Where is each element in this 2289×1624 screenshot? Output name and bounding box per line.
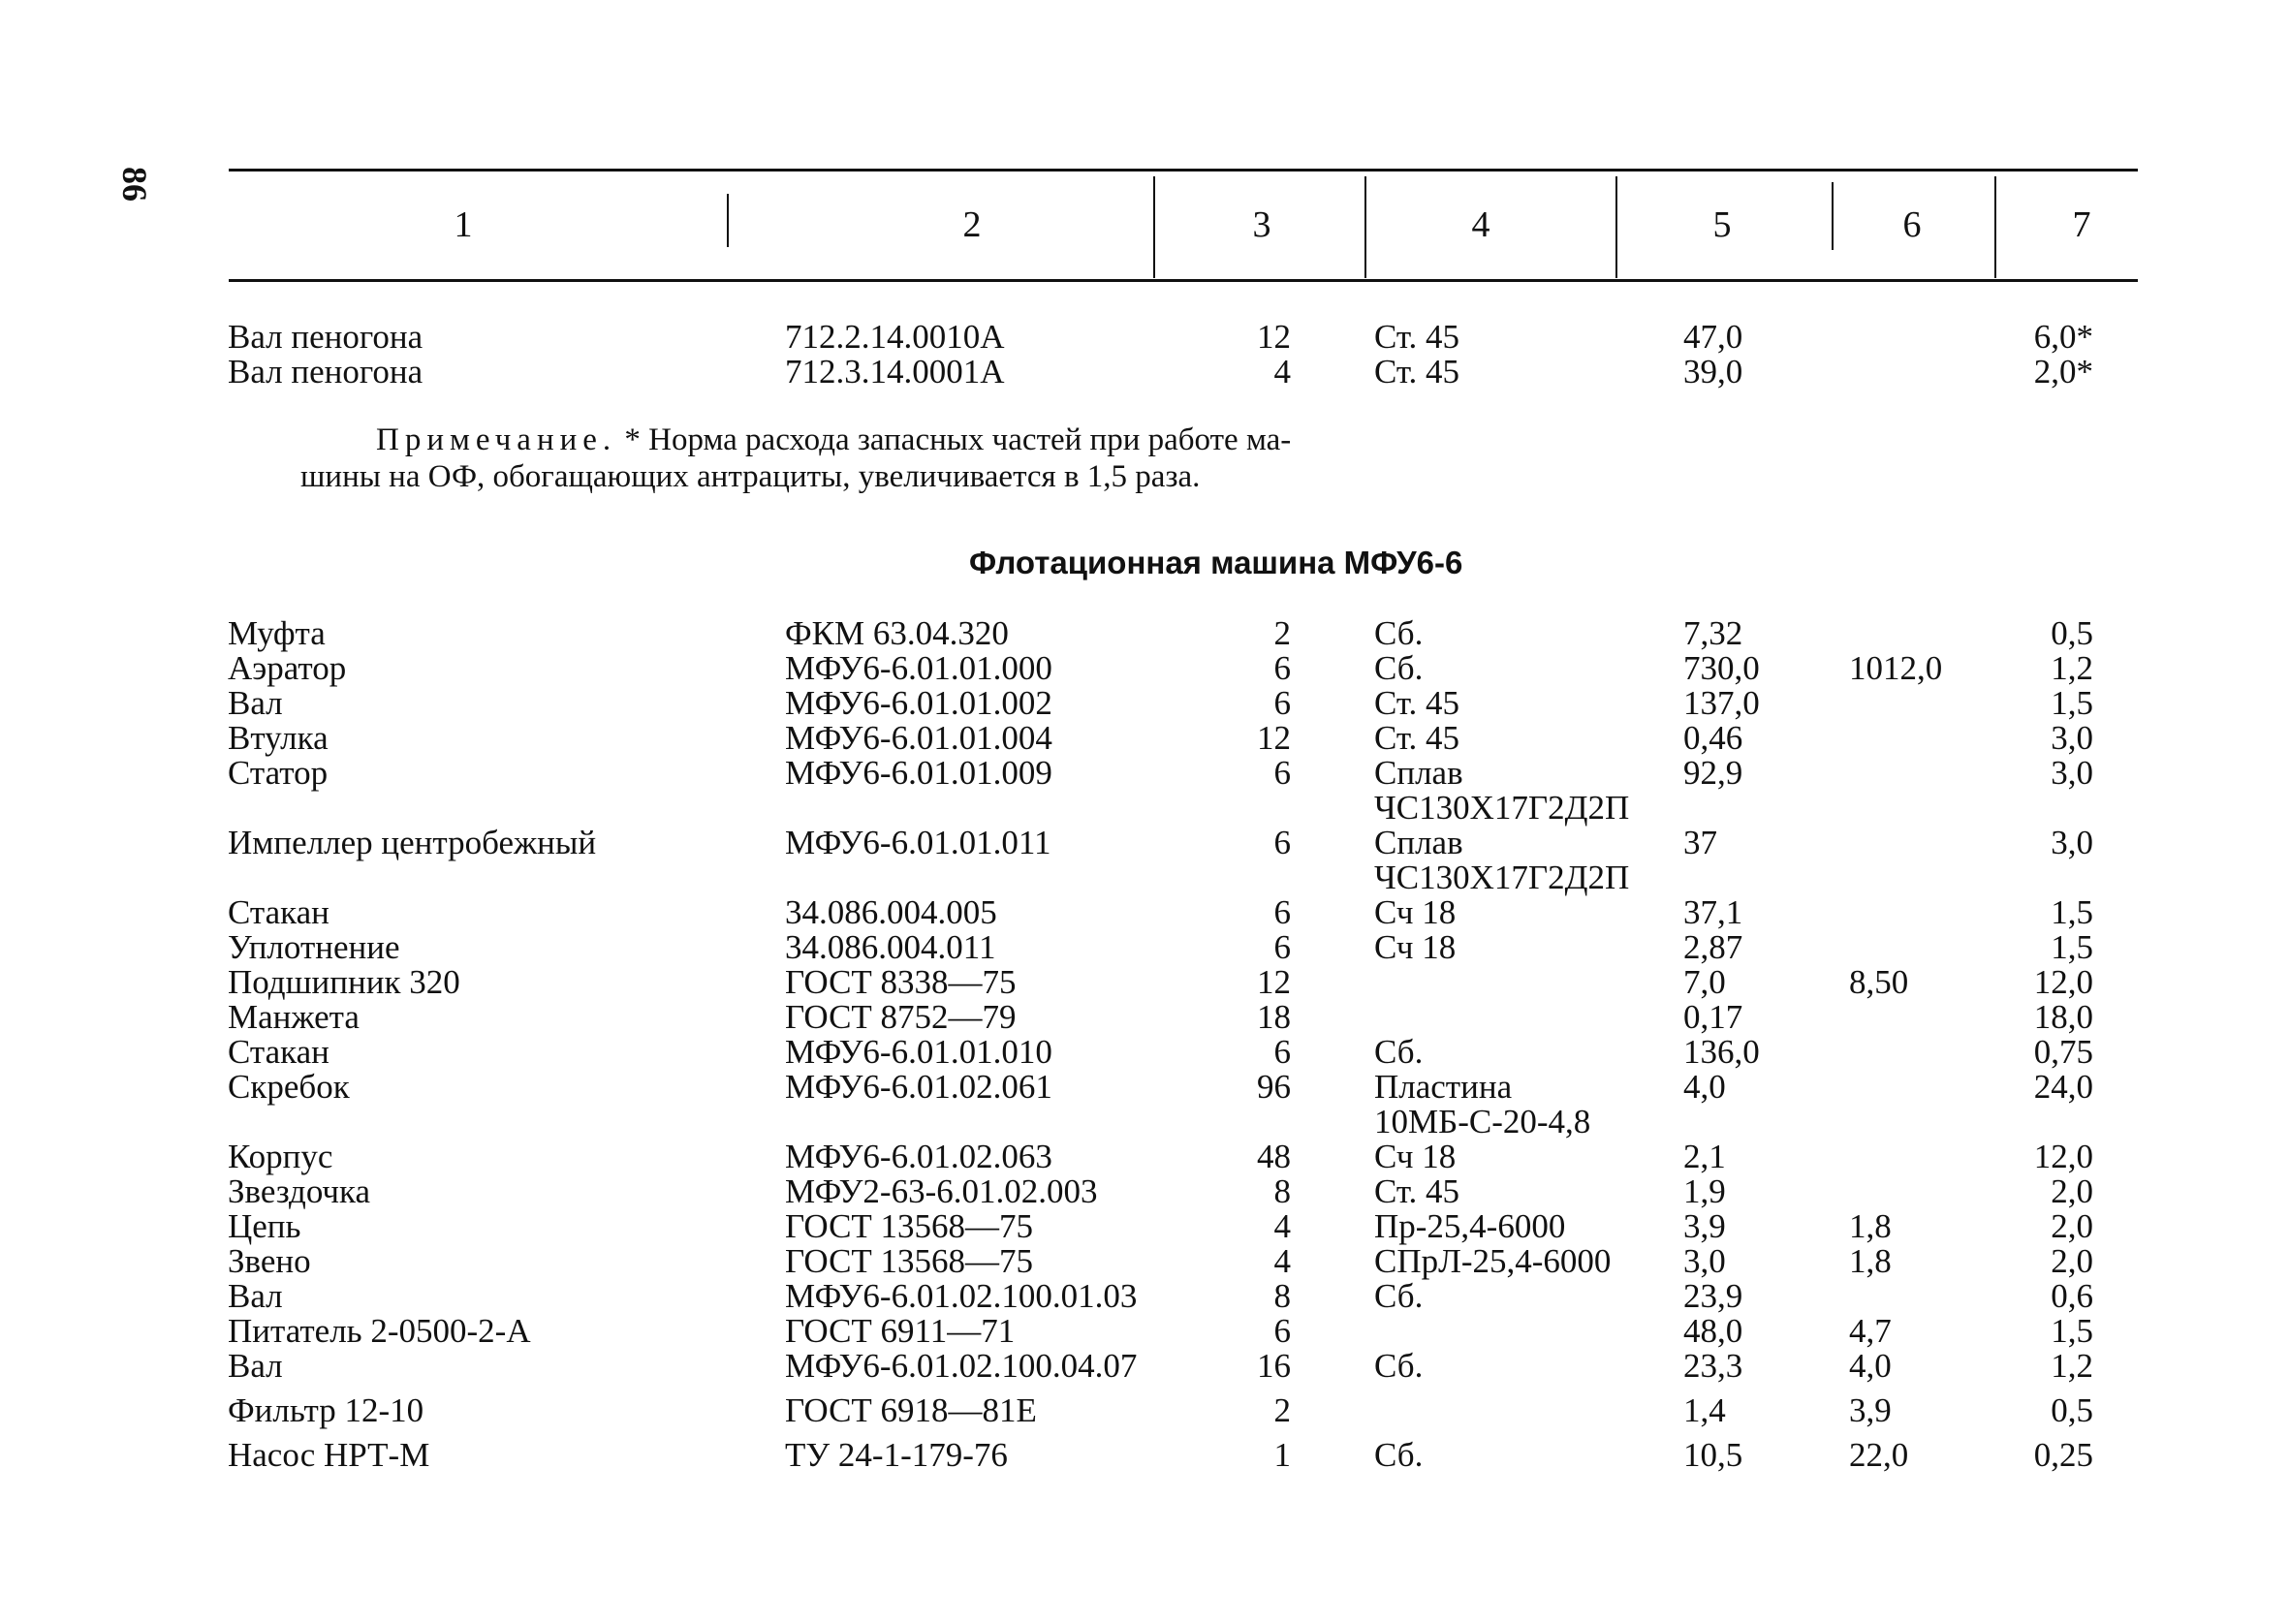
cell-name: Насос НРТ-М [228, 1436, 430, 1474]
header-col-7: 7 [2072, 204, 2091, 245]
cell-designation: МФУ6-6.01.01.010 [785, 1033, 1052, 1071]
cell-col7: 2,0 [2051, 1172, 2093, 1210]
cell-col7: 3,0 [2051, 754, 2093, 792]
cell-name: Вал [228, 1347, 283, 1385]
cell-name: Скребок [228, 1068, 350, 1106]
cell-col7: 2,0 [2051, 1207, 2093, 1245]
cell-col5: 3,0 [1683, 1242, 1726, 1280]
cell-quantity: 4 [1273, 353, 1291, 390]
cell-quantity: 8 [1273, 1277, 1291, 1315]
cell-col7: 24,0 [2033, 1068, 2093, 1106]
cell-material: ЧС130Х17Г2Д2П [1374, 859, 1630, 896]
cell-name: Вал пеногона [228, 353, 423, 390]
table-row [0, 860, 2289, 895]
cell-material: Сч 18 [1374, 1138, 1457, 1175]
header-col-5: 5 [1712, 204, 1732, 245]
cell-col6: 1,8 [1849, 1207, 1892, 1245]
cell-designation: МФУ6-6.01.02.100.04.07 [785, 1347, 1138, 1385]
cell-designation: МФУ6-6.01.01.011 [785, 824, 1051, 861]
table-row [0, 1000, 2289, 1035]
cell-col7: 0,75 [2033, 1033, 2093, 1071]
cell-col5: 23,9 [1683, 1277, 1743, 1315]
cell-material: Ст. 45 [1374, 318, 1460, 356]
cell-designation: МФУ6-6.01.02.061 [785, 1068, 1052, 1106]
cell-col7: 12,0 [2033, 963, 2093, 1001]
cell-col7: 0,5 [2051, 1391, 2093, 1429]
cell-material: Сч 18 [1374, 928, 1457, 966]
cell-material: Сплав [1374, 754, 1463, 792]
header-separator [1364, 176, 1366, 278]
header-separator [1832, 182, 1834, 250]
cell-designation: ГОСТ 13568—75 [785, 1207, 1034, 1245]
table-row [0, 1070, 2289, 1105]
cell-name: Подшипник 320 [228, 963, 460, 1001]
cell-designation: 712.3.14.0001А [785, 353, 1005, 390]
cell-designation: МФУ6-6.01.02.100.01.03 [785, 1277, 1138, 1315]
cell-material: Сч 18 [1374, 893, 1457, 931]
cell-quantity: 6 [1273, 754, 1291, 792]
cell-designation: МФУ2-63-6.01.02.003 [785, 1172, 1098, 1210]
cell-name: Корпус [228, 1138, 333, 1175]
cell-designation: МФУ6-6.01.01.002 [785, 684, 1052, 722]
cell-col7: 2,0* [2033, 353, 2093, 390]
cell-material: Сб. [1374, 649, 1424, 687]
table-row [0, 721, 2289, 756]
cell-material: Пластина [1374, 1068, 1513, 1106]
cell-col5: 137,0 [1683, 684, 1760, 722]
cell-col5: 1,4 [1683, 1391, 1726, 1429]
cell-quantity: 4 [1273, 1242, 1291, 1280]
cell-quantity: 6 [1273, 684, 1291, 722]
header-separator [727, 194, 729, 247]
cell-col7: 2,0 [2051, 1242, 2093, 1280]
table-row [0, 1349, 2289, 1384]
table-row [0, 965, 2289, 1000]
cell-name: Муфта [228, 614, 326, 652]
cell-quantity: 12 [1257, 963, 1291, 1001]
note-label: Примечание. [376, 422, 617, 457]
table-row [0, 1279, 2289, 1314]
table-row [0, 1174, 2289, 1209]
cell-quantity: 16 [1257, 1347, 1291, 1385]
cell-designation: ГОСТ 6911—71 [785, 1312, 1016, 1350]
cell-quantity: 48 [1257, 1138, 1291, 1175]
cell-material: СПрЛ-25,4-6000 [1374, 1242, 1612, 1280]
cell-material: 10МБ-С-20-4,8 [1374, 1103, 1591, 1140]
cell-material: Сб. [1374, 1347, 1424, 1385]
table-row [0, 791, 2289, 826]
cell-quantity: 12 [1257, 719, 1291, 757]
table-row [0, 826, 2289, 860]
cell-col7: 1,2 [2051, 649, 2093, 687]
cell-name: Питатель 2-0500-2-А [228, 1312, 531, 1350]
cell-col7: 0,5 [2051, 614, 2093, 652]
cell-designation: 34.086.004.011 [785, 928, 996, 966]
table-row [0, 1140, 2289, 1174]
cell-quantity: 6 [1273, 1312, 1291, 1350]
note-line-2: шины на ОФ, обогащающих антрациты, увеличивается в 1,5 раза. [300, 459, 1201, 494]
cell-col5: 136,0 [1683, 1033, 1760, 1071]
cell-col7: 1,5 [2051, 1312, 2093, 1350]
cell-material: ЧС130Х17Г2Д2П [1374, 789, 1630, 827]
cell-col7: 3,0 [2051, 719, 2093, 757]
header-separator [1994, 176, 1996, 278]
cell-material: Ст. 45 [1374, 1172, 1460, 1210]
table-row [0, 1209, 2289, 1244]
cell-name: Звездочка [228, 1172, 371, 1210]
cell-designation: МФУ6-6.01.02.063 [785, 1138, 1052, 1175]
cell-col6: 4,7 [1849, 1312, 1892, 1350]
cell-name: Статор [228, 754, 329, 792]
table-row [0, 756, 2289, 791]
cell-col6: 1,8 [1849, 1242, 1892, 1280]
cell-col7: 18,0 [2033, 998, 2093, 1036]
cell-col7: 1,5 [2051, 684, 2093, 722]
cell-material: Ст. 45 [1374, 719, 1460, 757]
cell-col5: 47,0 [1683, 318, 1743, 356]
cell-material: Сб. [1374, 1436, 1424, 1474]
cell-col5: 1,9 [1683, 1172, 1726, 1210]
cell-col5: 39,0 [1683, 353, 1743, 390]
cell-designation: ГОСТ 13568—75 [785, 1242, 1034, 1280]
cell-designation: ГОСТ 6918—81Е [785, 1391, 1037, 1429]
cell-material: Сплав [1374, 824, 1463, 861]
cell-name: Стакан [228, 1033, 329, 1071]
cell-name: Звено [228, 1242, 311, 1280]
cell-col5: 0,46 [1683, 719, 1743, 757]
cell-col7: 1,5 [2051, 928, 2093, 966]
cell-name: Фильтр 12-10 [228, 1391, 424, 1429]
cell-material: Пр-25,4-6000 [1374, 1207, 1566, 1245]
cell-quantity: 6 [1273, 1033, 1291, 1071]
cell-col5: 730,0 [1683, 649, 1760, 687]
cell-name: Втулка [228, 719, 329, 757]
cell-col7: 1,5 [2051, 893, 2093, 931]
cell-quantity: 6 [1273, 824, 1291, 861]
table-row [0, 355, 2289, 390]
cell-quantity: 2 [1273, 1391, 1291, 1429]
cell-col7: 3,0 [2051, 824, 2093, 861]
cell-name: Уплотнение [228, 928, 400, 966]
header-separator [1153, 176, 1155, 278]
cell-col5: 7,0 [1683, 963, 1726, 1001]
note-line-1: * Норма расхода запасных частей при работе ма- [624, 422, 1292, 457]
cell-col5: 4,0 [1683, 1068, 1726, 1106]
cell-col5: 10,5 [1683, 1436, 1743, 1474]
cell-col5: 3,9 [1683, 1207, 1726, 1245]
cell-quantity: 18 [1257, 998, 1291, 1036]
header-col-6: 6 [1902, 204, 1922, 245]
cell-quantity: 6 [1273, 928, 1291, 966]
table-row [0, 651, 2289, 686]
cell-material: Сб. [1374, 1033, 1424, 1071]
cell-col7: 0,25 [2033, 1436, 2093, 1474]
cell-quantity: 96 [1257, 1068, 1291, 1106]
cell-col5: 2,87 [1683, 928, 1743, 966]
table-row [0, 616, 2289, 651]
cell-designation: МФУ6-6.01.01.000 [785, 649, 1052, 687]
table-row [0, 1035, 2289, 1070]
cell-quantity: 8 [1273, 1172, 1291, 1210]
cell-material: Сб. [1374, 1277, 1424, 1315]
cell-col7: 0,6 [2051, 1277, 2093, 1315]
cell-quantity: 6 [1273, 649, 1291, 687]
table-row [0, 1105, 2289, 1140]
table-row [0, 686, 2289, 721]
cell-col6: 3,9 [1849, 1391, 1892, 1429]
cell-designation: МФУ6-6.01.01.004 [785, 719, 1052, 757]
header-col-4: 4 [1471, 204, 1490, 245]
cell-quantity: 2 [1273, 614, 1291, 652]
cell-col6: 4,0 [1849, 1347, 1892, 1385]
cell-col5: 48,0 [1683, 1312, 1743, 1350]
cell-material: Ст. 45 [1374, 684, 1460, 722]
cell-col6: 8,50 [1849, 963, 1909, 1001]
cell-name: Манжета [228, 998, 360, 1036]
cell-designation: ТУ 24-1-179-76 [785, 1436, 1008, 1474]
table-row [0, 1393, 2289, 1428]
cell-col5: 92,9 [1683, 754, 1743, 792]
cell-name: Аэратор [228, 649, 347, 687]
table-row [0, 930, 2289, 965]
cell-designation: 712.2.14.0010А [785, 318, 1005, 356]
cell-designation: 34.086.004.005 [785, 893, 997, 931]
cell-col6: 22,0 [1849, 1436, 1909, 1474]
cell-col5: 37,1 [1683, 893, 1743, 931]
page-number: 86 [115, 167, 154, 202]
cell-designation: ГОСТ 8752—79 [785, 998, 1017, 1036]
cell-material: Ст. 45 [1374, 353, 1460, 390]
cell-col7: 6,0* [2033, 318, 2093, 356]
cell-quantity: 6 [1273, 893, 1291, 931]
cell-material: Сб. [1374, 614, 1424, 652]
cell-designation: МФУ6-6.01.01.009 [785, 754, 1052, 792]
cell-col6: 1012,0 [1849, 649, 1943, 687]
cell-name: Вал [228, 1277, 283, 1315]
cell-col5: 0,17 [1683, 998, 1743, 1036]
cell-col5: 37 [1683, 824, 1717, 861]
cell-designation: ГОСТ 8338—75 [785, 963, 1017, 1001]
cell-col7: 1,2 [2051, 1347, 2093, 1385]
cell-col5: 2,1 [1683, 1138, 1726, 1175]
header-separator [1615, 176, 1617, 278]
table-header-rule [229, 279, 2138, 282]
header-col-3: 3 [1252, 204, 1271, 245]
header-col-1: 1 [454, 204, 473, 245]
cell-name: Вал [228, 684, 283, 722]
cell-quantity: 12 [1257, 318, 1291, 356]
cell-name: Цепь [228, 1207, 301, 1245]
cell-name: Стакан [228, 893, 329, 931]
cell-designation: ФКМ 63.04.320 [785, 614, 1009, 652]
section-title: Флотационная машина МФУ6-6 [969, 545, 1463, 580]
table-row [0, 320, 2289, 355]
cell-quantity: 1 [1273, 1436, 1291, 1474]
table-row [0, 1244, 2289, 1279]
table-row [0, 1314, 2289, 1349]
table-row [0, 1438, 2289, 1473]
cell-col5: 7,32 [1683, 614, 1743, 652]
cell-col7: 12,0 [2033, 1138, 2093, 1175]
header-col-2: 2 [962, 204, 982, 245]
cell-name: Вал пеногона [228, 318, 423, 356]
table-top-rule [229, 169, 2138, 172]
cell-quantity: 4 [1273, 1207, 1291, 1245]
cell-name: Импеллер центробежный [228, 824, 597, 861]
cell-col5: 23,3 [1683, 1347, 1743, 1385]
table-row [0, 895, 2289, 930]
